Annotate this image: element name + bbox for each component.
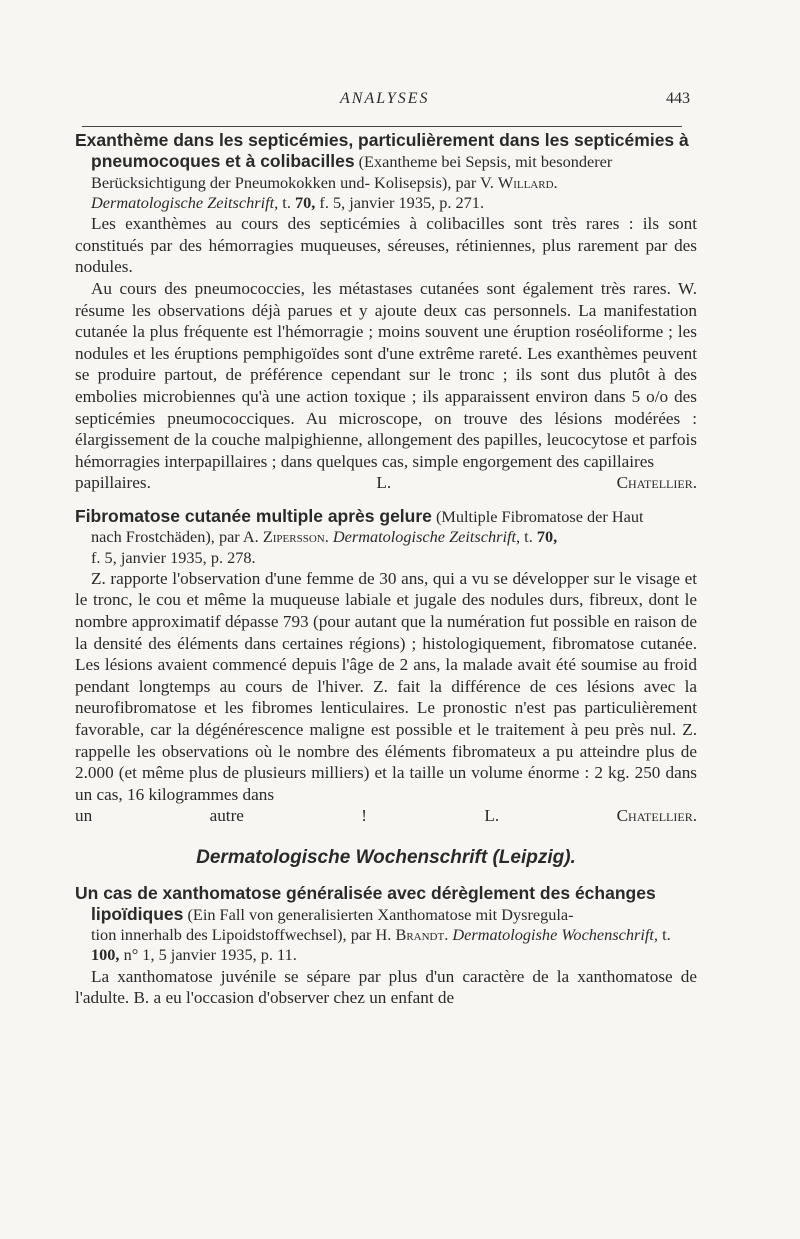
article-title: Un cas de xanthomatose généralisée avec dérèglement des échanges	[75, 882, 656, 903]
source-line	[75, 527, 697, 547]
article-source	[75, 904, 697, 925]
tome-prefix: t.	[524, 527, 533, 547]
volume: 70,	[294, 192, 316, 212]
paragraph-end: un autre !	[75, 806, 368, 826]
article-source	[75, 151, 697, 172]
page-content	[75, 130, 697, 1009]
running-title: ANALYSES	[340, 90, 430, 107]
citation-line	[75, 193, 697, 213]
page-header	[75, 90, 690, 114]
source-text: (Ein Fall von generalisierten Xanthomatose mit Dysregula-	[187, 904, 574, 924]
body-paragraph: Au cours des pneumococcies, les métastases cutanées sont également très rares. W. résume les observations déjà parues et y ajoute deux cas personnels. La manifestation cutanée la plus fréquente est l'hémorragie ; moins souvent une éruption roséoliforme ; les nodules et les éruptions pemphigoïdes sont d'une extrême rareté. Les exanthèmes peuvent se produire partout, de préférence cependant sur le tronc ; ils sont dus plutôt à des embolies microbiennes qu'à une action toxique ; ils apparaissent environ dans 5 o/o des septicémies pneumococciques. Au microscope, on trouve des lésions modérées : élargissement de la couche malpighienne, allongement des papilles, leucocytose et parfois hémorragies interpapillaires ; dans quelques cas, simple engorgement des capillaires	[75, 278, 697, 471]
signature-line	[75, 472, 697, 494]
body-paragraph: Les exanthèmes au cours des septicémies à colibacilles sont très rares : ils sont constitués par des hémorragies muqueuses, séreuses, rétiniennes, plus rarement par des nodules.	[75, 214, 697, 277]
article-heading	[75, 130, 697, 213]
signature: L. Chatellier.	[484, 806, 698, 826]
tome-prefix: t.	[282, 192, 291, 212]
source-line	[75, 173, 697, 193]
tome-prefix: t.	[662, 925, 671, 945]
page-number: 443	[666, 90, 690, 107]
article-heading	[75, 883, 697, 966]
header-rule	[82, 126, 682, 127]
body-paragraph: Z. rapporte l'observation d'une femme de 30 ans, qui a vu se développer sur le visage et le tronc, le cou et même la muqueuse labiale et jugale des nodules durs, fibreux, dont le nombre approximatif dépasse 793 (pour autant que la numération fut possible en raison de la densité des éléments dans certaines régions) ; histologiquement, fibromatose cutanée. Les lésions avaient commencé depuis l'âge de 2 ans, la malade avait été soumise au froid pendant longtemps au cours de l'hiver. Z. fait la différence de ces lésions avec la neurofibromatose et les fibromes lenticulaires. Le pronostic n'est pas particulièrement favorable, car la dégénérescence maligne est possible et le traitement à peu près nul. Z. rappelle les observations où le nombre des éléments fibromateux a pu atteindre plus de 2.000 (et même plus de plusieurs milliers) et la taille un volume énorme : 2 kg. 250 dans un cas, 16 kilogrammes dans	[75, 568, 697, 804]
article-title: Fibromatose cutanée multiple après gelure	[75, 505, 432, 526]
journal-name: Dermatologishe Wochenschrift,	[452, 925, 658, 945]
signature-line	[75, 805, 697, 827]
issue-date: f. 5, janvier 1935, p. 271.	[319, 192, 485, 212]
article-title-cont: lipoïdiques	[91, 903, 184, 924]
author-name: Willard.	[497, 172, 558, 192]
volume: 100,	[91, 945, 120, 965]
issue-date: n° 1, 5 janvier 1935, p. 11.	[123, 945, 297, 965]
journal-name: Dermatologische Zeitschrift,	[332, 527, 521, 547]
article-title-cont: pneumocoques et à colibacilles	[91, 151, 355, 172]
signature: L. Chatellier.	[376, 473, 697, 493]
paragraph-end: papillaires.	[75, 473, 151, 493]
body-paragraph: La xanthomatose juvénile se sépare par plus d'un caractère de la xanthomatose de l'adulte. B. a eu l'occasion d'observer chez un enfant de	[75, 966, 697, 1008]
author-name: Brandt.	[395, 925, 449, 945]
source-text: tion innerhalb des Lipoidstoffwechsel), par H.	[91, 925, 392, 945]
article-title: Exanthème dans les septicémies, particulièrement dans les septicémies à	[75, 130, 689, 150]
volume: 70,	[536, 527, 558, 547]
source-text: nach Frostchäden), par A.	[91, 527, 259, 547]
journal-section-heading: Dermatologische Wochenschrift (Leipzig).	[196, 846, 576, 868]
issue-date: f. 5, janvier 1935, p. 278.	[91, 547, 256, 567]
article-heading	[75, 506, 697, 568]
source-text: Berücksichtigung der Pneumokokken und- Kolisepsis), par V.	[91, 172, 494, 192]
source-text: (Exantheme bei Sepsis, mit besonderer	[358, 152, 613, 172]
citation-line	[75, 548, 697, 568]
source-text: (Multiple Fibromatose der Haut	[435, 506, 644, 526]
source-line	[75, 925, 697, 966]
author-name: Zipersson.	[262, 527, 329, 547]
journal-name: Dermatologische Zeitschrift,	[91, 192, 279, 212]
